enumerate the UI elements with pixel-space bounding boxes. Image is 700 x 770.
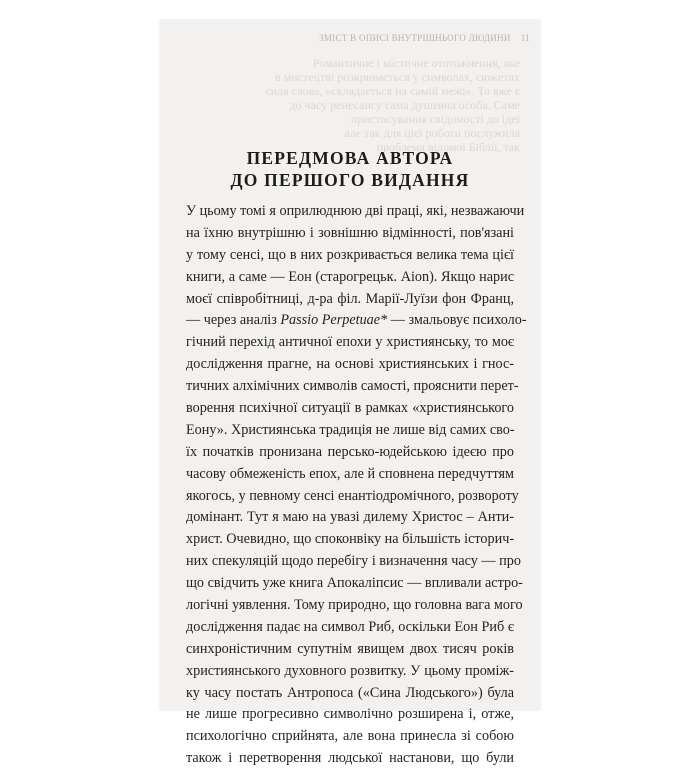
body-line: їх початків пронизана персько-юдейською ідеєю про [186,443,514,460]
chapter-heading-line-2: ДО ПЕРШОГО ВИДАННЯ [230,170,470,190]
body-line: християнського духовного розвитку. У цьому проміж- [186,662,514,679]
page-number: 11 [520,33,530,43]
body-line: тичних алхімічних символів самості, прояснити перет- [186,378,519,395]
body-line: христ. Очевидно, що споконвіку на більшість історич- [186,531,515,548]
bleed-line: до часу ренесансу сама душевна особа. Саме [289,98,520,112]
body-line: книги, а саме — Еон (старогрецьк. Aion). Якщо нарис [186,268,514,285]
running-header [170,33,530,43]
bleed-line: Романтичне і містичне ототожнення, яке [312,56,520,70]
bleed-line: проблема відомої Біблії, так [376,140,520,154]
body-line: ворення психічної ситуації в рамках «християнського [186,400,514,417]
body-line: у тому сенсі, що в них розкривається велика тема цієї [186,246,514,263]
body-line: якогось, у певному сенсі енантіодромічного, розвороту [186,487,519,504]
body-line: часову обмеженість епох, але й сповнена передчуттям [186,465,514,482]
bleed-line: в мистецтві розкривається у символах, сюжетах [274,70,520,84]
body-line: моєї співробітниці, д-ра філ. Марії-Луїзи фон Франц, [186,290,514,307]
bleed-line: пристосування свідомості до ідеї [350,112,520,126]
body-line: синхроністичним супутнім явищем двох тисяч років [186,640,514,657]
body-line: не лише прогресивно символічно розширена і, отже, [186,706,514,723]
bleed-line: але так для цієї роботи послужила [344,126,520,140]
body-line: логічні уявлення. Тому природно, що головна вага мого [186,597,523,614]
body-line: що свідчить уже книга Апокаліпсис — впливали астро- [186,575,523,592]
body-text [186,201,527,770]
body-line: У цьому томі я оприлюднюю дві праці, які, незважаючи [186,203,525,219]
body-line: також і перетворення людської настанови, що були [186,750,514,767]
body-line: гічний перехід античної епохи у християнську, то моє [186,334,514,351]
italic-title: Passio Perpetuae* [280,312,388,329]
body-line: дослідження падає на символ Риб, оскільки Еон Риб є [186,618,514,635]
running-header-title: ЗМІСТ В ОПИСІ ВНУТРІШНЬОГО ЛЮДИНИ [319,33,511,43]
body-line: — через аналіз Passio Perpetuae* — змальовує психоло- [186,312,527,329]
body-line: ку часу постать Антропоса («Сина Людського») була [186,684,514,701]
book-page [160,20,540,767]
body-line: домінант. Тут я маю на увазі дилему Христос – Анти- [186,509,514,526]
chapter-heading-line-1: ПЕРЕДМОВА АВТОРА [246,148,454,168]
body-line: дослідження прагне, на основі християнських і гнос- [186,356,514,373]
bleed-through-text [160,56,540,154]
body-line: психологічно сприйнята, але вона принесла зі собою [186,728,514,745]
body-line: Еону». Християнська традиція не лише від самих сво- [186,421,515,438]
bleed-line: сила слова, «складається на самій межі». То вже є [265,84,520,98]
body-line: на їхню внутрішню і зовнішню відмінності, пов'язані [186,224,514,241]
body-line: них спекуляцій щодо перебігу і визначення часу — про [186,553,521,570]
